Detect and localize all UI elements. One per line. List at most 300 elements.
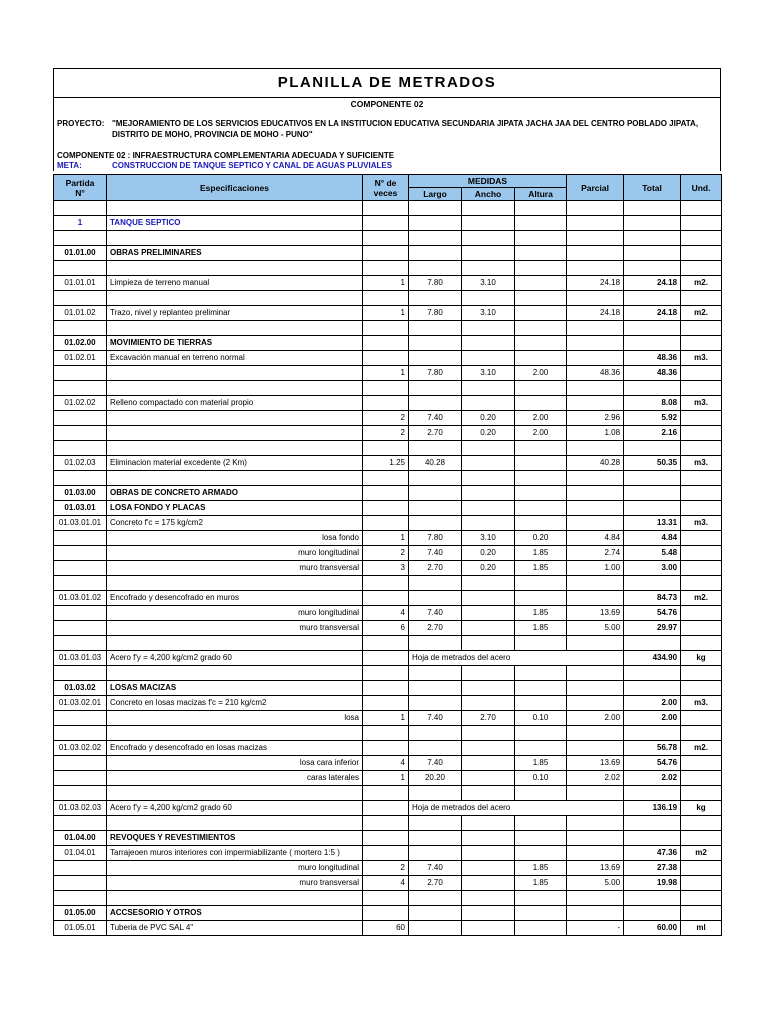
ancho-cell — [462, 486, 515, 501]
largo-cell — [409, 336, 462, 351]
total-cell — [624, 471, 681, 486]
altura-cell — [515, 456, 567, 471]
steel-note-cell: Hoja de metrados del acero — [409, 801, 624, 816]
largo-cell: 40.28 — [409, 456, 462, 471]
total-cell: 60.00 — [624, 921, 681, 936]
parcial-cell — [567, 291, 624, 306]
nveces-cell — [363, 801, 409, 816]
nveces-cell — [363, 726, 409, 741]
largo-cell — [409, 591, 462, 606]
parcial-cell — [567, 816, 624, 831]
nveces-cell: 1 — [363, 366, 409, 381]
nveces-cell — [363, 906, 409, 921]
table-row — [54, 216, 722, 231]
header-altura: Altura — [515, 188, 567, 201]
altura-cell — [515, 921, 567, 936]
altura-cell — [515, 636, 567, 651]
largo-cell: 2.70 — [409, 426, 462, 441]
unit-cell: m2. — [681, 276, 722, 291]
total-cell — [624, 336, 681, 351]
spec-cell: Concreto en losas macizas f'c = 210 kg/cm2 — [107, 696, 363, 711]
unit-cell — [681, 891, 722, 906]
table-row — [54, 336, 722, 351]
parcial-cell — [567, 201, 624, 216]
total-cell: 4.84 — [624, 531, 681, 546]
partida-cell — [54, 291, 107, 306]
table-row — [54, 876, 722, 891]
unit-cell — [681, 321, 722, 336]
ancho-cell — [462, 861, 515, 876]
largo-cell — [409, 501, 462, 516]
unit-cell — [681, 621, 722, 636]
nveces-cell: 2 — [363, 411, 409, 426]
unit-cell — [681, 531, 722, 546]
partida-cell: 01.02.03 — [54, 456, 107, 471]
unit-cell — [681, 336, 722, 351]
table-row — [54, 921, 722, 936]
header-partida — [54, 175, 107, 201]
largo-cell — [409, 831, 462, 846]
page-title: PLANILLA DE METRADOS — [54, 69, 720, 98]
largo-cell — [409, 261, 462, 276]
total-cell — [624, 891, 681, 906]
unit-cell — [681, 231, 722, 246]
total-cell — [624, 321, 681, 336]
parcial-cell — [567, 336, 624, 351]
spec-cell — [107, 231, 363, 246]
nveces-cell — [363, 741, 409, 756]
unit-cell: kg — [681, 651, 722, 666]
ancho-cell: 3.10 — [462, 306, 515, 321]
parcial-cell: 5.00 — [567, 621, 624, 636]
spec-cell: Encofrado y desencofrado en muros — [107, 591, 363, 606]
largo-cell — [409, 201, 462, 216]
ancho-cell — [462, 681, 515, 696]
unit-cell: m3. — [681, 456, 722, 471]
header-partida-line1: Partida — [65, 177, 95, 188]
parcial-cell — [567, 516, 624, 531]
total-cell: 19.98 — [624, 876, 681, 891]
spec-cell: muro transversal — [107, 621, 363, 636]
nveces-cell — [363, 336, 409, 351]
unit-cell — [681, 876, 722, 891]
ancho-cell — [462, 816, 515, 831]
spec-cell — [107, 411, 363, 426]
ancho-cell — [462, 831, 515, 846]
nveces-cell: 1 — [363, 711, 409, 726]
parcial-cell — [567, 351, 624, 366]
partida-cell: 01.02.02 — [54, 396, 107, 411]
spec-cell — [107, 441, 363, 456]
nveces-cell — [363, 291, 409, 306]
nveces-cell — [363, 216, 409, 231]
unit-cell — [681, 291, 722, 306]
ancho-cell — [462, 741, 515, 756]
largo-cell — [409, 471, 462, 486]
spec-cell: OBRAS PRELIMINARES — [107, 246, 363, 261]
largo-cell — [409, 441, 462, 456]
partida-cell — [54, 561, 107, 576]
altura-cell: 0.20 — [515, 531, 567, 546]
spec-cell — [107, 366, 363, 381]
spec-cell — [107, 636, 363, 651]
nveces-cell — [363, 486, 409, 501]
total-cell: 3.00 — [624, 561, 681, 576]
largo-cell — [409, 381, 462, 396]
unit-cell — [681, 606, 722, 621]
ancho-cell — [462, 441, 515, 456]
partida-cell: 1 — [54, 216, 107, 231]
nveces-cell — [363, 591, 409, 606]
altura-cell: 1.85 — [515, 756, 567, 771]
altura-cell — [515, 681, 567, 696]
ancho-cell: 0.20 — [462, 411, 515, 426]
total-cell: 5.92 — [624, 411, 681, 426]
unit-cell — [681, 771, 722, 786]
nveces-cell — [363, 681, 409, 696]
nveces-cell: 2 — [363, 546, 409, 561]
spec-cell: Eliminacion material excedente (2 Km) — [107, 456, 363, 471]
nveces-cell — [363, 666, 409, 681]
total-cell: 48.36 — [624, 351, 681, 366]
spec-cell: REVOQUES Y REVESTIMIENTOS — [107, 831, 363, 846]
unit-cell — [681, 261, 722, 276]
parcial-cell: 13.69 — [567, 861, 624, 876]
parcial-cell — [567, 246, 624, 261]
table-row — [54, 501, 722, 516]
spec-cell — [107, 291, 363, 306]
partida-cell — [54, 261, 107, 276]
parcial-cell — [567, 681, 624, 696]
total-cell — [624, 501, 681, 516]
unit-cell — [681, 366, 722, 381]
parcial-cell: 24.18 — [567, 276, 624, 291]
largo-cell — [409, 681, 462, 696]
project-block — [54, 118, 720, 140]
total-cell — [624, 726, 681, 741]
unit-cell — [681, 636, 722, 651]
partida-cell: 01.01.00 — [54, 246, 107, 261]
total-cell — [624, 201, 681, 216]
meta-label: META: — [57, 161, 82, 170]
total-cell — [624, 786, 681, 801]
partida-cell — [54, 861, 107, 876]
unit-cell — [681, 666, 722, 681]
meta-text: CONSTRUCCION DE TANQUE SEPTICO Y CANAL DE AGUAS PLUVIALES — [112, 161, 393, 170]
largo-cell — [409, 291, 462, 306]
unit-cell — [681, 381, 722, 396]
altura-cell — [515, 906, 567, 921]
spec-cell — [107, 576, 363, 591]
altura-cell: 2.00 — [515, 411, 567, 426]
table-row — [54, 726, 722, 741]
altura-cell — [515, 486, 567, 501]
altura-cell — [515, 846, 567, 861]
table-row — [54, 711, 722, 726]
spec-cell — [107, 666, 363, 681]
largo-cell — [409, 486, 462, 501]
nveces-cell: 1 — [363, 276, 409, 291]
altura-cell — [515, 201, 567, 216]
total-cell: 8.08 — [624, 396, 681, 411]
unit-cell: m2 — [681, 846, 722, 861]
header-medidas: MEDIDAS — [409, 175, 567, 188]
ancho-cell: 0.20 — [462, 426, 515, 441]
unit-cell: kg — [681, 801, 722, 816]
partida-cell: 01.03.01.03 — [54, 651, 107, 666]
ancho-cell — [462, 876, 515, 891]
total-cell: 54.76 — [624, 756, 681, 771]
altura-cell: 0.10 — [515, 711, 567, 726]
largo-cell — [409, 741, 462, 756]
spec-cell: muro longitudinal — [107, 861, 363, 876]
largo-cell: 2.70 — [409, 621, 462, 636]
total-cell: 5.48 — [624, 546, 681, 561]
nveces-cell — [363, 636, 409, 651]
largo-cell: 7.40 — [409, 711, 462, 726]
unit-cell — [681, 816, 722, 831]
unit-cell — [681, 756, 722, 771]
unit-cell: m2. — [681, 741, 722, 756]
ancho-cell — [462, 246, 515, 261]
table-row — [54, 231, 722, 246]
ancho-cell — [462, 726, 515, 741]
table-row — [54, 741, 722, 756]
total-cell: 2.00 — [624, 711, 681, 726]
unit-cell: m2. — [681, 591, 722, 606]
largo-cell — [409, 906, 462, 921]
partida-cell — [54, 366, 107, 381]
table-row — [54, 441, 722, 456]
unit-cell — [681, 426, 722, 441]
partida-cell: 01.01.01 — [54, 276, 107, 291]
spec-cell: Concreto f'c = 175 kg/cm2 — [107, 516, 363, 531]
ancho-cell — [462, 291, 515, 306]
spec-cell — [107, 381, 363, 396]
parcial-cell — [567, 261, 624, 276]
parcial-cell: 5.00 — [567, 876, 624, 891]
ancho-cell — [462, 696, 515, 711]
parcial-cell — [567, 576, 624, 591]
parcial-cell — [567, 501, 624, 516]
parcial-cell — [567, 846, 624, 861]
header-total: Total — [624, 175, 681, 201]
ancho-cell: 3.10 — [462, 276, 515, 291]
table-row — [54, 906, 722, 921]
altura-cell — [515, 831, 567, 846]
total-cell: 54.76 — [624, 606, 681, 621]
altura-cell: 1.85 — [515, 876, 567, 891]
unit-cell — [681, 216, 722, 231]
partida-cell: 01.04.01 — [54, 846, 107, 861]
ancho-cell — [462, 591, 515, 606]
largo-cell — [409, 246, 462, 261]
parcial-cell: 24.18 — [567, 306, 624, 321]
spec-cell: muro transversal — [107, 561, 363, 576]
ancho-cell — [462, 471, 515, 486]
nveces-cell — [363, 816, 409, 831]
nveces-cell — [363, 471, 409, 486]
partida-cell: 01.03.01 — [54, 501, 107, 516]
total-cell — [624, 381, 681, 396]
header-especificaciones: Especificaciones — [107, 175, 363, 201]
altura-cell: 1.85 — [515, 561, 567, 576]
parcial-cell — [567, 831, 624, 846]
ancho-cell — [462, 501, 515, 516]
parcial-cell: 2.02 — [567, 771, 624, 786]
altura-cell — [515, 231, 567, 246]
spec-cell: Acero f'y = 4,200 kg/cm2 grado 60 — [107, 801, 363, 816]
unit-cell — [681, 861, 722, 876]
partida-cell — [54, 201, 107, 216]
table-row — [54, 246, 722, 261]
largo-cell — [409, 816, 462, 831]
altura-cell: 0.10 — [515, 771, 567, 786]
header-parcial: Parcial — [567, 175, 624, 201]
unit-cell — [681, 411, 722, 426]
table-row — [54, 831, 722, 846]
nveces-cell — [363, 231, 409, 246]
total-cell — [624, 246, 681, 261]
spec-cell: LOSA FONDO Y PLACAS — [107, 501, 363, 516]
ancho-cell: 2.70 — [462, 711, 515, 726]
altura-cell — [515, 816, 567, 831]
spec-cell: Limpieza de terreno manual — [107, 276, 363, 291]
altura-cell — [515, 696, 567, 711]
nveces-cell: 1 — [363, 531, 409, 546]
total-cell — [624, 216, 681, 231]
largo-cell — [409, 231, 462, 246]
spec-cell: ACCSESORIO Y OTROS — [107, 906, 363, 921]
parcial-cell — [567, 231, 624, 246]
unit-cell — [681, 831, 722, 846]
table-row — [54, 291, 722, 306]
largo-cell — [409, 891, 462, 906]
largo-cell — [409, 516, 462, 531]
parcial-cell: 4.84 — [567, 531, 624, 546]
spec-cell — [107, 786, 363, 801]
spec-cell: losa — [107, 711, 363, 726]
spec-cell — [107, 891, 363, 906]
total-cell — [624, 816, 681, 831]
largo-cell — [409, 321, 462, 336]
ancho-cell — [462, 786, 515, 801]
nveces-cell — [363, 381, 409, 396]
table-row — [54, 411, 722, 426]
table-row — [54, 861, 722, 876]
altura-cell — [515, 381, 567, 396]
ancho-cell — [462, 771, 515, 786]
header-ancho: Ancho — [462, 188, 515, 201]
partida-cell — [54, 321, 107, 336]
spec-cell: caras laterales — [107, 771, 363, 786]
table-row — [54, 366, 722, 381]
parcial-cell: 2.00 — [567, 711, 624, 726]
header-nveces — [363, 175, 409, 201]
spec-cell — [107, 201, 363, 216]
parcial-cell — [567, 216, 624, 231]
total-cell: 13.31 — [624, 516, 681, 531]
partida-cell — [54, 756, 107, 771]
ancho-cell — [462, 516, 515, 531]
nveces-cell — [363, 786, 409, 801]
table-row — [54, 681, 722, 696]
unit-cell — [681, 711, 722, 726]
partida-cell — [54, 531, 107, 546]
total-cell — [624, 291, 681, 306]
metrados-sheet — [53, 68, 721, 936]
partida-cell: 01.03.02.01 — [54, 696, 107, 711]
nveces-cell — [363, 651, 409, 666]
largo-cell: 7.80 — [409, 276, 462, 291]
altura-cell: 1.85 — [515, 621, 567, 636]
altura-cell — [515, 396, 567, 411]
table-row — [54, 591, 722, 606]
nveces-cell: 1.25 — [363, 456, 409, 471]
partida-cell: 01.01.02 — [54, 306, 107, 321]
total-cell: 50.35 — [624, 456, 681, 471]
unit-cell: m2. — [681, 306, 722, 321]
partida-cell — [54, 711, 107, 726]
table-row — [54, 456, 722, 471]
largo-cell — [409, 726, 462, 741]
nveces-cell: 2 — [363, 426, 409, 441]
nveces-cell: 1 — [363, 771, 409, 786]
total-cell: 2.16 — [624, 426, 681, 441]
partida-cell — [54, 786, 107, 801]
table-row — [54, 786, 722, 801]
nveces-cell: 4 — [363, 876, 409, 891]
total-cell — [624, 231, 681, 246]
component-label: COMPONENTE 02 — [350, 99, 424, 109]
nveces-cell — [363, 576, 409, 591]
table-row — [54, 606, 722, 621]
altura-cell — [515, 891, 567, 906]
spec-cell: MOVIMIENTO DE TIERRAS — [107, 336, 363, 351]
spec-cell — [107, 261, 363, 276]
table-body — [54, 201, 722, 936]
partida-cell — [54, 726, 107, 741]
altura-cell — [515, 351, 567, 366]
header-largo: Largo — [409, 188, 462, 201]
altura-cell — [515, 441, 567, 456]
nveces-cell: 6 — [363, 621, 409, 636]
unit-cell — [681, 501, 722, 516]
parcial-cell: 40.28 — [567, 456, 624, 471]
altura-cell — [515, 276, 567, 291]
largo-cell: 7.40 — [409, 606, 462, 621]
altura-cell — [515, 321, 567, 336]
unit-cell — [681, 471, 722, 486]
unit-cell: m3. — [681, 516, 722, 531]
ancho-cell — [462, 621, 515, 636]
total-cell: 84.73 — [624, 591, 681, 606]
parcial-cell: 1.00 — [567, 561, 624, 576]
total-cell: 434.90 — [624, 651, 681, 666]
component-line: COMPONENTE 02 : INFRAESTRUCTURA COMPLEMENTARIA ADECUADA Y SUFICIENTE — [57, 151, 395, 160]
altura-cell — [515, 291, 567, 306]
ancho-cell — [462, 921, 515, 936]
largo-cell: 7.40 — [409, 546, 462, 561]
altura-cell — [515, 786, 567, 801]
project-text: "MEJORAMIENTO DE LOS SERVICIOS EDUCATIVOS EN LA INSTITUCION EDUCATIVA SECUNDARIA JIPATA JACHA JAA DEL CENTRO POBLADO JIPATA, DISTRITO DE MOHO, PROVINCIA DE MOHO - PUNO" — [112, 119, 699, 139]
partida-cell — [54, 471, 107, 486]
partida-cell — [54, 426, 107, 441]
unit-cell: ml — [681, 921, 722, 936]
unit-cell — [681, 546, 722, 561]
table-row — [54, 306, 722, 321]
ancho-cell — [462, 846, 515, 861]
